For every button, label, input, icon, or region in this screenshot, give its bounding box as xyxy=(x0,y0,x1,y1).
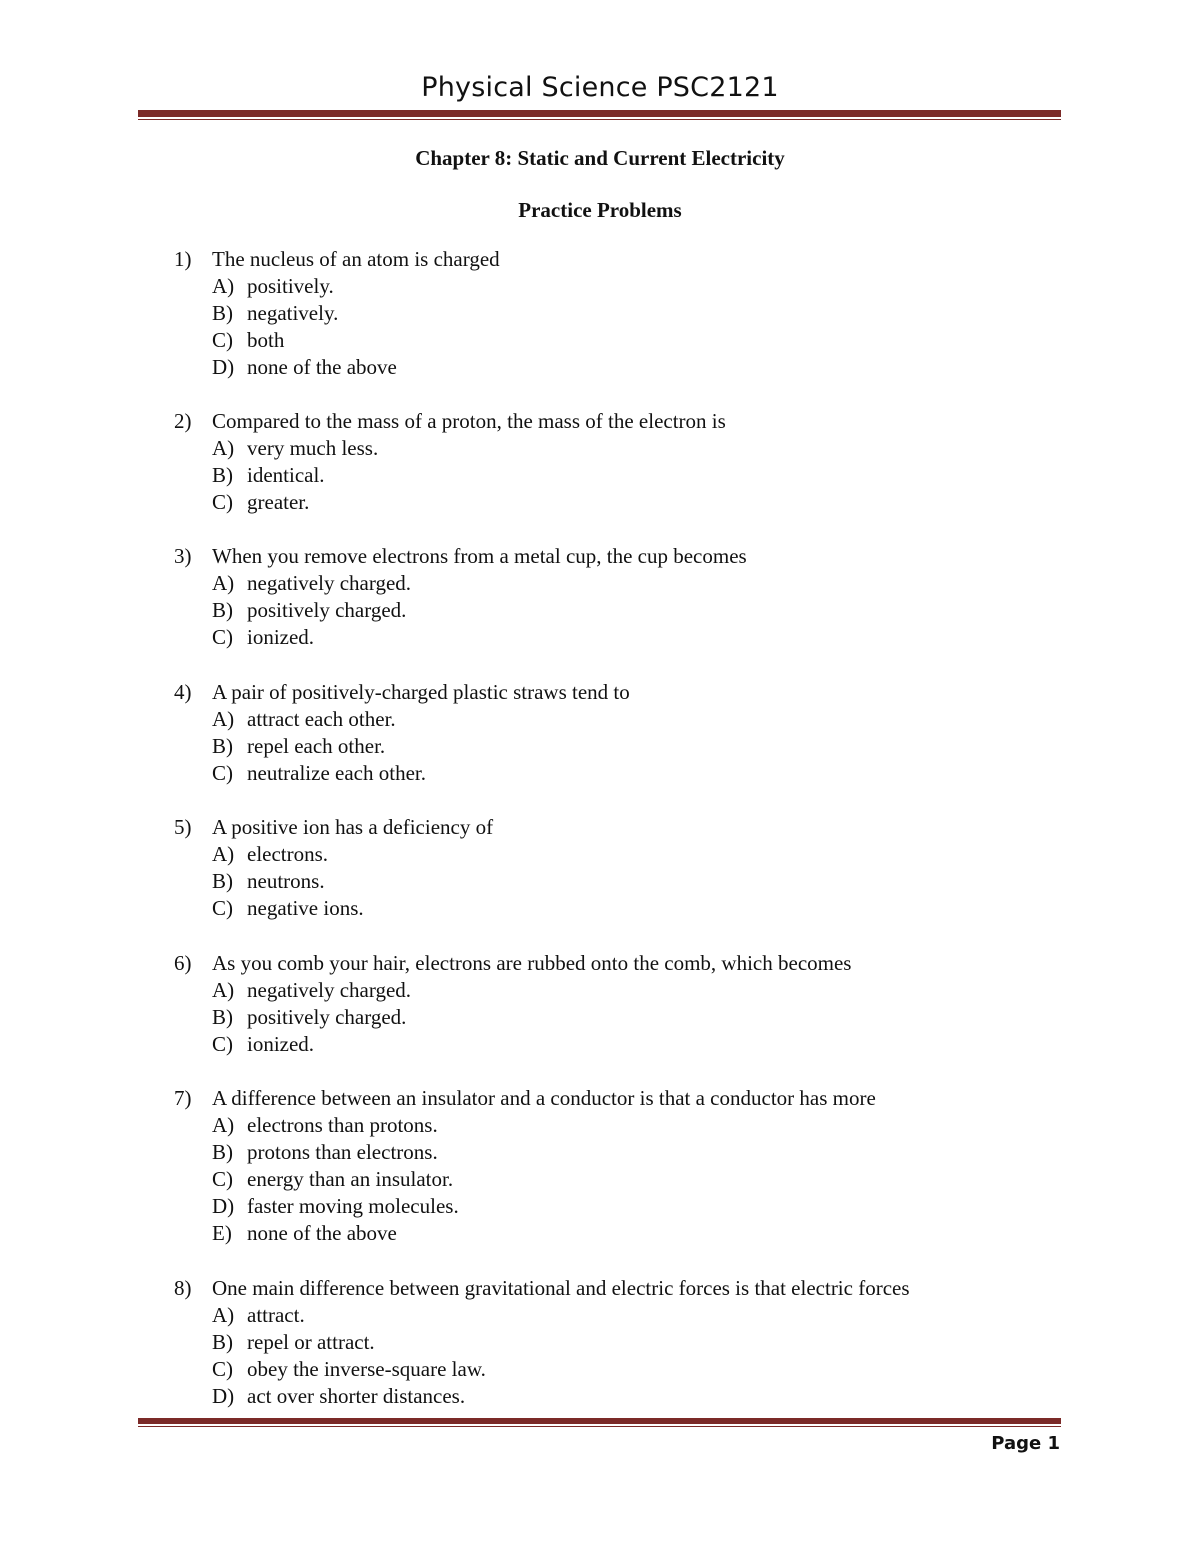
option-label: B) xyxy=(212,869,233,893)
question-text: When you remove electrons from a metal cup, the cup becomes xyxy=(212,544,747,568)
option-text: electrons. xyxy=(247,842,329,866)
question-number: 4) xyxy=(174,680,192,704)
option-text: positively. xyxy=(247,274,334,298)
option-label: A) xyxy=(212,707,235,731)
question-text: One main difference between gravitational and electric forces is that electric forces xyxy=(212,1276,910,1300)
option-label: D) xyxy=(212,1384,235,1408)
option-text: obey the inverse-square law. xyxy=(247,1357,486,1381)
option-text: energy than an insulator. xyxy=(247,1167,454,1191)
option-label: C) xyxy=(212,1032,233,1056)
header-rule xyxy=(138,110,1061,117)
option-text: positively charged. xyxy=(247,598,407,622)
option-text: ionized. xyxy=(247,625,315,649)
option-text: greater. xyxy=(247,490,310,514)
option-text: attract each other. xyxy=(247,707,396,731)
option-text: positively charged. xyxy=(247,1005,407,1029)
question-number: 3) xyxy=(174,544,192,568)
option-label: C) xyxy=(212,896,233,920)
option-text: repel each other. xyxy=(247,734,386,758)
option-label: A) xyxy=(212,1113,235,1137)
option-label: A) xyxy=(212,842,235,866)
question-text: Compared to the mass of a proton, the mass of the electron is xyxy=(212,409,726,433)
question-number: 5) xyxy=(174,815,192,839)
question-text: As you comb your hair, electrons are rubbed onto the comb, which becomes xyxy=(212,951,852,975)
option-label: C) xyxy=(212,625,233,649)
option-text: neutralize each other. xyxy=(247,761,426,785)
question-number: 1) xyxy=(174,247,192,271)
page-number: Page 1 xyxy=(991,1433,1060,1454)
option-text: attract. xyxy=(247,1303,305,1327)
option-label: C) xyxy=(212,328,233,352)
question-text: A difference between an insulator and a conductor is that a conductor has more xyxy=(212,1086,876,1110)
option-text: negatively charged. xyxy=(247,571,412,595)
question-text: A positive ion has a deficiency of xyxy=(212,815,494,839)
option-label: B) xyxy=(212,301,233,325)
footer-rule-thin xyxy=(138,1426,1061,1427)
question-text: A pair of positively-charged plastic straws tend to xyxy=(212,680,630,704)
option-text: negatively charged. xyxy=(247,978,412,1002)
option-text: negative ions. xyxy=(247,896,364,920)
option-text: ionized. xyxy=(247,1032,315,1056)
option-text: electrons than protons. xyxy=(247,1113,438,1137)
option-text: negatively. xyxy=(247,301,339,325)
option-label: B) xyxy=(212,734,233,758)
chapter-title: Chapter 8: Static and Current Electricity xyxy=(415,146,785,170)
question-number: 6) xyxy=(174,951,192,975)
option-label: A) xyxy=(212,436,235,460)
header-rule-thin xyxy=(138,119,1061,120)
option-label: C) xyxy=(212,490,233,514)
option-label: E) xyxy=(212,1221,232,1245)
option-label: B) xyxy=(212,1140,233,1164)
option-text: neutrons. xyxy=(247,869,325,893)
option-label: D) xyxy=(212,355,235,379)
section-subtitle: Practice Problems xyxy=(518,198,682,222)
option-label: A) xyxy=(212,978,235,1002)
option-text: repel or attract. xyxy=(247,1330,375,1354)
question-number: 7) xyxy=(174,1086,192,1110)
option-label: B) xyxy=(212,598,233,622)
option-label: C) xyxy=(212,761,233,785)
option-text: none of the above xyxy=(247,355,397,379)
option-label: A) xyxy=(212,1303,235,1327)
option-text: protons than electrons. xyxy=(247,1140,438,1164)
option-text: act over shorter distances. xyxy=(247,1384,466,1408)
option-text: very much less. xyxy=(247,436,379,460)
option-label: A) xyxy=(212,274,235,298)
option-label: C) xyxy=(212,1357,233,1381)
option-label: B) xyxy=(212,463,233,487)
option-label: B) xyxy=(212,1330,233,1354)
option-label: A) xyxy=(212,571,235,595)
option-text: identical. xyxy=(247,463,325,487)
option-text: none of the above xyxy=(247,1221,397,1245)
question-number: 2) xyxy=(174,409,192,433)
option-label: B) xyxy=(212,1005,233,1029)
footer-rule xyxy=(138,1418,1061,1424)
question-text: The nucleus of an atom is charged xyxy=(212,247,500,271)
option-label: D) xyxy=(212,1194,235,1218)
option-text: faster moving molecules. xyxy=(247,1194,459,1218)
option-label: C) xyxy=(212,1167,233,1191)
option-text: both xyxy=(247,328,285,352)
page-header-title: Physical Science PSC2121 xyxy=(421,72,779,103)
question-number: 8) xyxy=(174,1276,192,1300)
